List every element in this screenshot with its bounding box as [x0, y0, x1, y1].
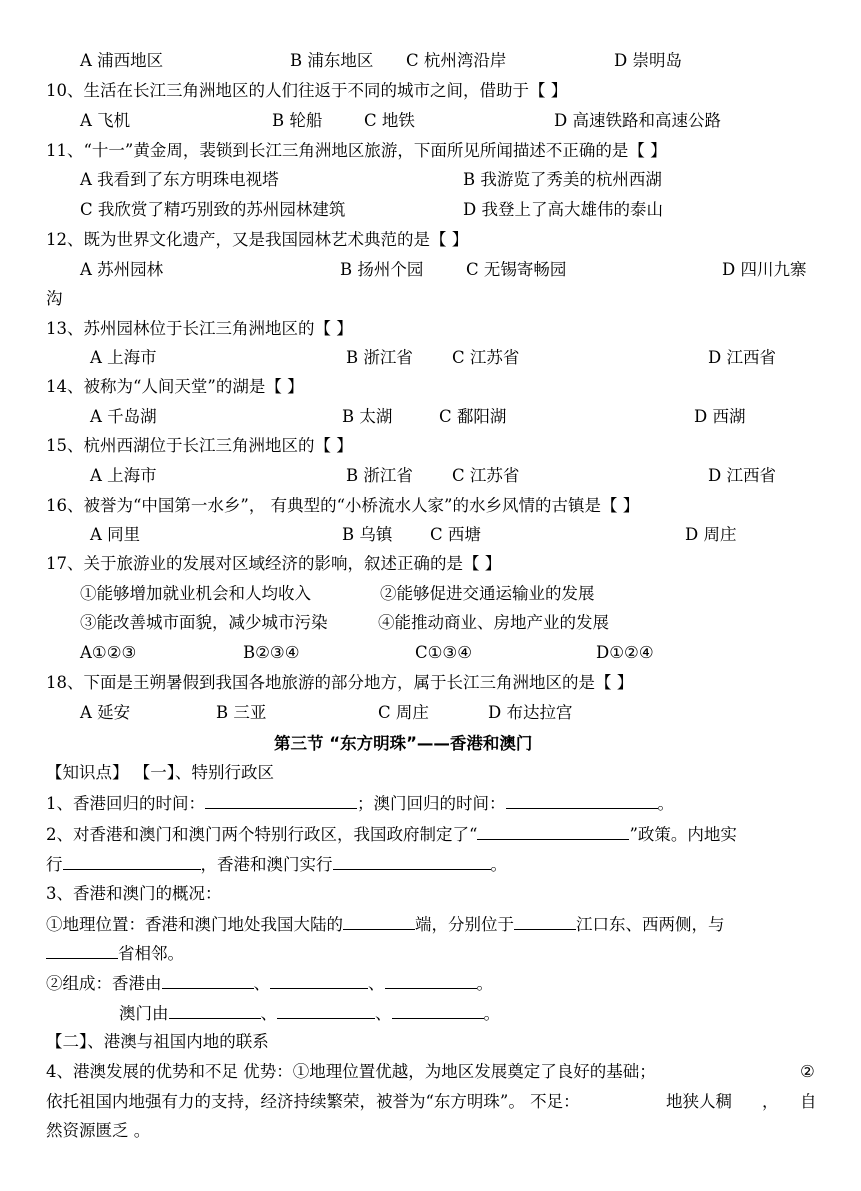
option-c: C 地铁: [364, 111, 415, 130]
question-15-stem: 15、杭州西湖位于长江三角洲地区的【 】: [46, 436, 353, 455]
separator: 、: [375, 1004, 392, 1023]
option-c: C 鄱阳湖: [439, 407, 507, 426]
question-10-stem: 10、生活在长江三角洲地区的人们往返于不同的城市之间，借助于【 】: [46, 81, 568, 100]
text: 澳门由: [119, 1004, 169, 1023]
option-c: C 我欣赏了精巧别致的苏州园林建筑: [80, 200, 346, 219]
item-4-line-2-a: 地狭人稠: [666, 1092, 732, 1111]
item-2-text-d: ，香港和澳门实行: [200, 855, 333, 874]
answer-blank: [506, 792, 658, 809]
item-3-hk-composition: [46, 972, 493, 994]
item-2-text-a: 2、对香港和澳门和澳门两个特别行政区，我国政府制定了“: [46, 825, 478, 844]
answer-blank: [46, 942, 118, 959]
option-b: B 三亚: [216, 703, 267, 722]
item-2-text-c: 行: [46, 855, 63, 874]
knowledge-heading: 【知识点】 【一】、特别行政区: [46, 763, 274, 782]
item-4-line-1: 4、港澳发展的优势和不足 优势：①地理位置优越，为地区发展奠定了良好的基础；: [46, 1062, 656, 1081]
text: ①地理位置：香港和澳门地处我国大陆的: [46, 915, 343, 934]
option-b: B 浙江省: [346, 348, 413, 367]
option-a: A 浦西地区: [80, 51, 164, 70]
option-b: B 浦东地区: [290, 51, 374, 70]
answer-blank: [392, 1002, 484, 1019]
option-a: A 上海市: [90, 348, 157, 367]
text: 省相邻。: [118, 944, 184, 963]
item-1-text-c: 。: [657, 794, 674, 813]
item-4-line-2-c: 自: [800, 1092, 817, 1111]
option-d: D 崇明岛: [614, 51, 682, 70]
answer-blank: [169, 1002, 261, 1019]
option-d-wrap: 沟: [46, 289, 63, 308]
item-4-line-2-b: ，: [762, 1092, 779, 1111]
answer-blank: [162, 972, 254, 989]
item-3-location: [46, 913, 725, 935]
answer-blank: [385, 972, 477, 989]
option-d: D 江西省: [708, 466, 776, 485]
item-3-macau-composition: [119, 1002, 500, 1024]
option-a: A 苏州园林: [80, 260, 164, 279]
option-b: B 太湖: [342, 407, 393, 426]
answer-blank: [270, 972, 368, 989]
question-12-stem: 12、既为世界文化遗产，又是我国园林艺术典范的是【 】: [46, 230, 469, 249]
answer-blank: [277, 1002, 375, 1019]
question-13-stem: 13、苏州园林位于长江三角洲地区的【 】: [46, 319, 353, 338]
text: 江口东、西两侧，与: [576, 915, 725, 934]
option-b: B 乌镇: [342, 525, 393, 544]
option-c: C 江苏省: [452, 348, 520, 367]
statement-3: ③能改善城市面貌，减少城市污染: [80, 613, 328, 632]
option-d: D①②④: [596, 643, 654, 662]
question-18-stem: 18、下面是王朔暑假到我国各地旅游的部分地方，属于长江三角洲地区的是【 】: [46, 673, 634, 692]
option-d: D 我登上了高大雄伟的泰山: [463, 200, 663, 219]
statement-4: ④能推动商业、房地产业的发展: [378, 613, 609, 632]
question-17-stem: 17、关于旅游业的发展对区域经济的影响，叙述正确的是【 】: [46, 554, 502, 573]
answer-blank: [205, 792, 357, 809]
option-a: A 千岛湖: [90, 407, 157, 426]
question-14-stem: 14、被称为“人间天堂”的湖是【 】: [46, 377, 304, 396]
option-b: B 扬州个园: [340, 260, 424, 279]
item-2-text-b: ”政策。内地实: [629, 825, 737, 844]
item-1-text-a: 1、香港回归的时间：: [46, 794, 205, 813]
option-c: C 江苏省: [452, 466, 520, 485]
option-b: B 我游览了秀美的杭州西湖: [463, 170, 662, 189]
option-c: C①③④: [415, 643, 473, 662]
separator: 、: [368, 974, 385, 993]
option-d: D 四川九寨: [722, 260, 807, 279]
item-4-line-1-end: ②: [800, 1062, 815, 1081]
end-mark: 。: [483, 1004, 500, 1023]
item-1-text-b: ；澳门回归的时间：: [357, 794, 506, 813]
item-3-heading: 3、香港和澳门的概况：: [46, 884, 222, 903]
option-d: D 江西省: [708, 348, 776, 367]
option-d: D 布达拉宫: [488, 703, 573, 722]
item-2-text-e: 。: [490, 855, 507, 874]
option-d: D 高速铁路和高速公路: [554, 111, 721, 130]
question-16-stem: 16、被誉为“中国第一水乡”， 有典型的“小桥流水人家”的水乡风情的古镇是【 】: [46, 496, 640, 515]
option-b: B 轮船: [272, 111, 323, 130]
item-1: [46, 792, 674, 814]
option-d: D 周庄: [685, 525, 737, 544]
answer-blank: [333, 853, 491, 870]
statement-2: ②能够促进交通运输业的发展: [380, 584, 595, 603]
option-a: A 上海市: [90, 466, 157, 485]
option-c: C 杭州湾沿岸: [406, 51, 507, 70]
subheading-links: 【二】、港澳与祖国内地的联系: [46, 1032, 269, 1051]
separator: 、: [253, 974, 270, 993]
answer-blank: [343, 913, 415, 930]
option-b: B 浙江省: [346, 466, 413, 485]
option-d: D 西湖: [694, 407, 746, 426]
section-title: 第三节 “东方明珠”——香港和澳门: [274, 734, 533, 753]
option-c: C 周庄: [378, 703, 429, 722]
answer-blank: [477, 823, 629, 840]
item-4-line-3: 然资源匮乏 。: [46, 1121, 151, 1140]
item-2-line-1: [46, 823, 737, 845]
question-11-stem: 11、“十一”黄金周，裴锁到长江三角洲地区旅游，下面所见所闻描述不正确的是【 】: [46, 141, 667, 160]
text: ②组成：香港由: [46, 974, 162, 993]
item-4-line-2: 依托祖国内地强有力的支持，经济持续繁荣，被誉为“东方明珠”。 不足：: [46, 1092, 580, 1111]
option-a: A 延安: [80, 703, 131, 722]
option-b: B②③④: [243, 643, 300, 662]
option-c: C 西塘: [430, 525, 481, 544]
item-3-location-cont: [46, 942, 184, 964]
answer-blank: [63, 853, 201, 870]
option-c: C 无锡寄畅园: [466, 260, 567, 279]
option-a: A 飞机: [80, 111, 131, 130]
item-2-line-2: [46, 853, 507, 875]
answer-blank: [514, 913, 576, 930]
statement-1: ①能够增加就业机会和人均收入: [80, 584, 311, 603]
option-a: A①②③: [80, 643, 137, 662]
text: 端，分别位于: [415, 915, 514, 934]
separator: 、: [260, 1004, 277, 1023]
end-mark: 。: [476, 974, 493, 993]
option-a: A 同里: [90, 525, 141, 544]
option-a: A 我看到了东方明珠电视塔: [80, 170, 279, 189]
